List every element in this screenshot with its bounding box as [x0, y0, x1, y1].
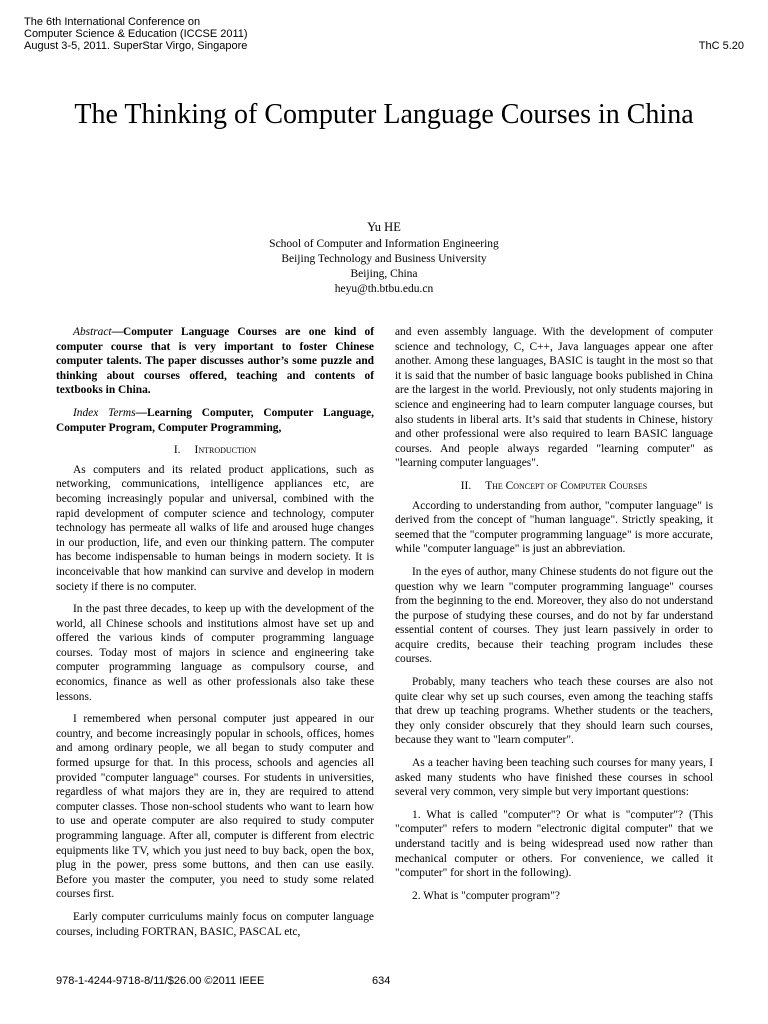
section-heading-introduction — [56, 443, 374, 458]
paragraph: and even assembly language. With the development of computer science and technology, C, C++, Java languages appear one after another. Among these languages, BASIC is taught in the most so that it is said that the number of basic language books published in China are the largest in the world. Previously, not only students majoring in science and engineering had to learn computer language courses, but also students in liberal arts. It’s said that students in Chinese, history and other professional were also required to learn BASIC language courses. And people always regarded "learning computer" as "learning computer languages". — [395, 326, 713, 470]
question-item: 2. What is "computer program"? — [412, 889, 560, 902]
index-terms — [56, 406, 374, 435]
author-email: heyu@th.btbu.edu.cn — [334, 283, 434, 295]
section-title: The Concept of Computer Courses — [485, 479, 648, 492]
affiliation-university: Beijing Technology and Business University — [281, 253, 487, 265]
index-terms-text: —Learning Computer, Computer Language, Computer Program, Computer Programming, — [56, 406, 374, 434]
paragraph: Probably, many teachers who teach these courses are also not quite clear why set up such courses, even among the teaching staffs that drew up teaching programs. Whether students or the teachers, they only consider obscurely that they should learn such courses, because they want to "learn computer". — [395, 676, 713, 747]
abstract — [56, 325, 374, 398]
section-number: I. — [173, 444, 181, 457]
conference-name-line: The 6th International Conference on — [24, 16, 201, 28]
index-terms-label: Index Terms — [73, 406, 136, 419]
page-number: 634 — [372, 975, 391, 987]
question-item: 1. What is called "computer"? Or what is "computer"? (This "computer" refers to modern "electronic digital computer" that we understand tacitly and is being widespread used now rather than mechanical computer or others. For convenience, we called it "computer" for short in the following). — [395, 808, 713, 880]
paragraph: As computers and its related product applications, such as networking, communications, intelligence appliances etc, are becoming increasingly popular and universal, combined with the rapid development of computer science and technology, computer technology has permeate all walks of life and aroused huge changes in our production, life, and even our thinking pattern. The computer has become indispensable to human beings in modern society. It is inconceivable that how mankind can survive and develop in modern society if there is no computer. — [56, 463, 374, 593]
abstract-text: —Computer Language Courses are one kind of computer course that is very important to foster Chinese computer talents. The paper discusses author’s some puzzle and thinking about courses offered, teaching and contents of textbooks in China. — [56, 326, 374, 397]
left-column — [56, 325, 374, 947]
paragraph: I remembered when personal computer just appeared in our country, and become increasingly popular in schools, offices, homes and among ordinary people, we all began to study computer and formed upsurge for that. In this process, schools and agencies all provided "computer language" courses. For students in universities, regardless of what majors they are in, they are required to attend computer classes. Those non-school students who want to learn how to use and operate computer are also required to study computer programming language. After all, computer is different from electric equipments like TV, which you just need to buy back, open the box, plug in the power, press some buttons, and then can use easily. Before you master the computer, you need to study some related courses first. — [56, 713, 374, 901]
author-location: Beijing, China — [350, 268, 418, 280]
paper-title: The Thinking of Computer Language Courses in China — [74, 99, 694, 130]
conference-date-venue: August 3-5, 2011. SuperStar Virgo, Singapore — [24, 40, 248, 52]
paragraph: According to understanding from author, "computer language" is derived from the concept of "human language". Strictly speaking, it seemed that the "computer programming language" is more accurate, while "computer language" is just an abbreviation. — [395, 499, 713, 556]
conference-header — [24, 16, 248, 52]
session-code: ThC 5.20 — [698, 40, 744, 52]
isbn-copyright: 978-1-4244-9718-8/11/$26.00 ©2011 IEEE — [56, 975, 265, 987]
paragraph: Early computer curriculums mainly focus on computer language courses, including FORTRAN, BASIC, PASCAL etc, — [56, 910, 374, 938]
section-title: Introduction — [194, 444, 257, 457]
author-name: Yu HE — [367, 220, 401, 234]
affiliation-school: School of Computer and Information Engineering — [269, 238, 499, 250]
paragraph: In the past three decades, to keep up with the development of the world, all Chinese schools and institutions almost have set up and offered the various kinds of computer programming language courses. Today most of majors in science and engineering take computer programming language as compulsory course, and economics, finance as well as other professionals also take these lessons. — [56, 603, 374, 703]
section-number: II. — [460, 479, 472, 492]
conference-full-name: Computer Science & Education (ICCSE 2011) — [24, 28, 248, 40]
section-heading-concept — [395, 479, 713, 494]
author-block — [184, 220, 584, 297]
paragraph: In the eyes of author, many Chinese students do not figure out the question why we learn "computer programming language" courses from the beginning to the end. Moreover, they also do not understand the purpose of studying these courses, and do not by far understand essential content of courses. They just learn passively in order to acquire credits, because their teaching program includes these courses. — [395, 565, 713, 666]
right-column — [395, 325, 713, 911]
abstract-label: Abstract — [73, 326, 112, 338]
paragraph: As a teacher having been teaching such courses for many years, I asked many students who have finished these courses in school several very common, very simple but very important questions: — [395, 757, 713, 799]
